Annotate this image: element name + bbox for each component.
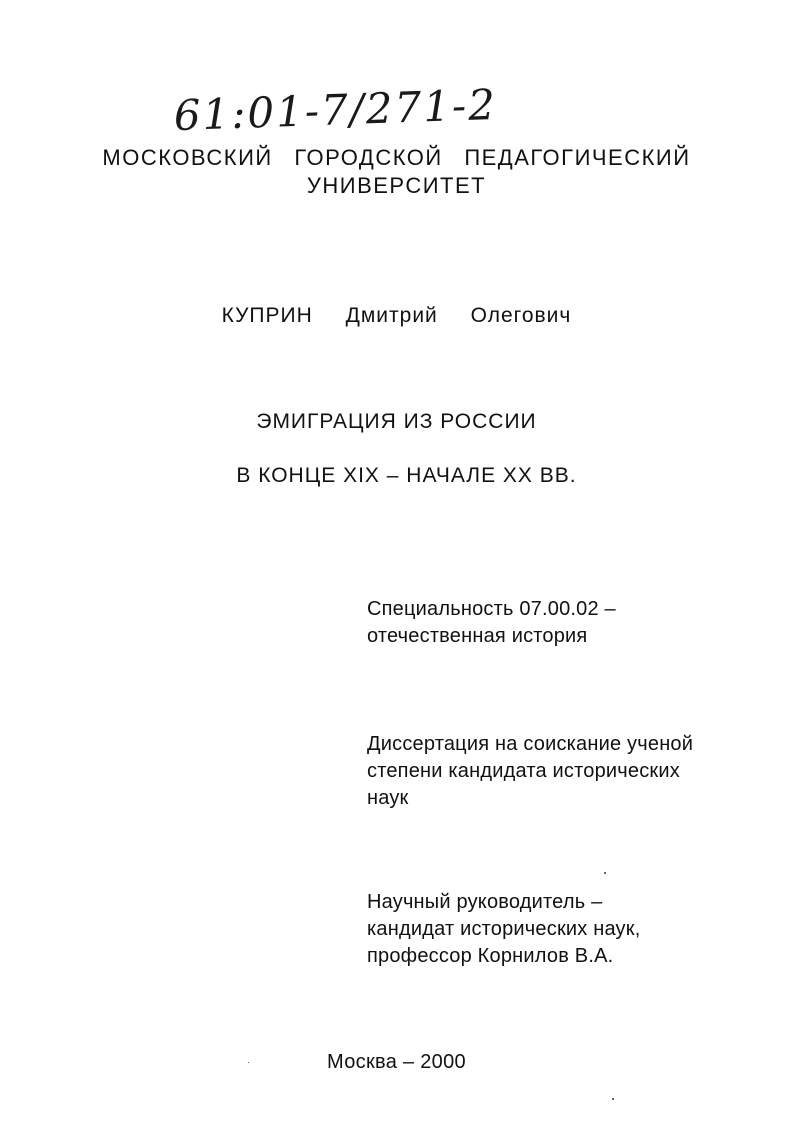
city-year: Москва – 2000	[327, 1051, 466, 1073]
author-name: КУПРИН Дмитрий Олегович	[221, 304, 572, 327]
thesis-title-line-2: В КОНЦЕ XIX – НАЧАЛЕ XX ВВ.	[236, 464, 577, 487]
dissertation-line-2: степени кандидата исторических	[367, 760, 680, 782]
handwritten-code-text: 61:01-7/271-2	[172, 79, 498, 141]
specialty-line-1: Специальность 07.00.02 –	[367, 598, 616, 620]
thesis-title-line-1: ЭМИГРАЦИЯ ИЗ РОССИИ	[256, 410, 537, 433]
dissertation-line-1: Диссертация на соискание ученой	[367, 733, 694, 755]
supervisor-block	[367, 889, 727, 970]
supervisor-line-1: Научный руководитель –	[367, 891, 603, 913]
university-name-line-2: УНИВЕРСИТЕТ	[306, 173, 487, 198]
dissertation-line-3: наук	[367, 787, 409, 809]
supervisor-line-3: профессор Корнилов В.А.	[367, 945, 614, 967]
handwritten-catalog-code	[170, 78, 530, 148]
specialty-block	[367, 596, 727, 650]
university-name	[0, 144, 793, 200]
scan-speck	[248, 1062, 249, 1063]
specialty-line-2: отечественная история	[367, 625, 588, 647]
scan-speck	[612, 1098, 614, 1100]
dissertation-degree-block	[367, 731, 727, 812]
university-name-line-1: МОСКОВСКИЙ ГОРОДСКОЙ ПЕДАГОГИЧЕСКИЙ	[102, 145, 691, 170]
scan-speck	[604, 872, 606, 874]
handwritten-code-graphic	[170, 78, 530, 148]
supervisor-line-2: кандидат исторических наук,	[367, 918, 641, 940]
